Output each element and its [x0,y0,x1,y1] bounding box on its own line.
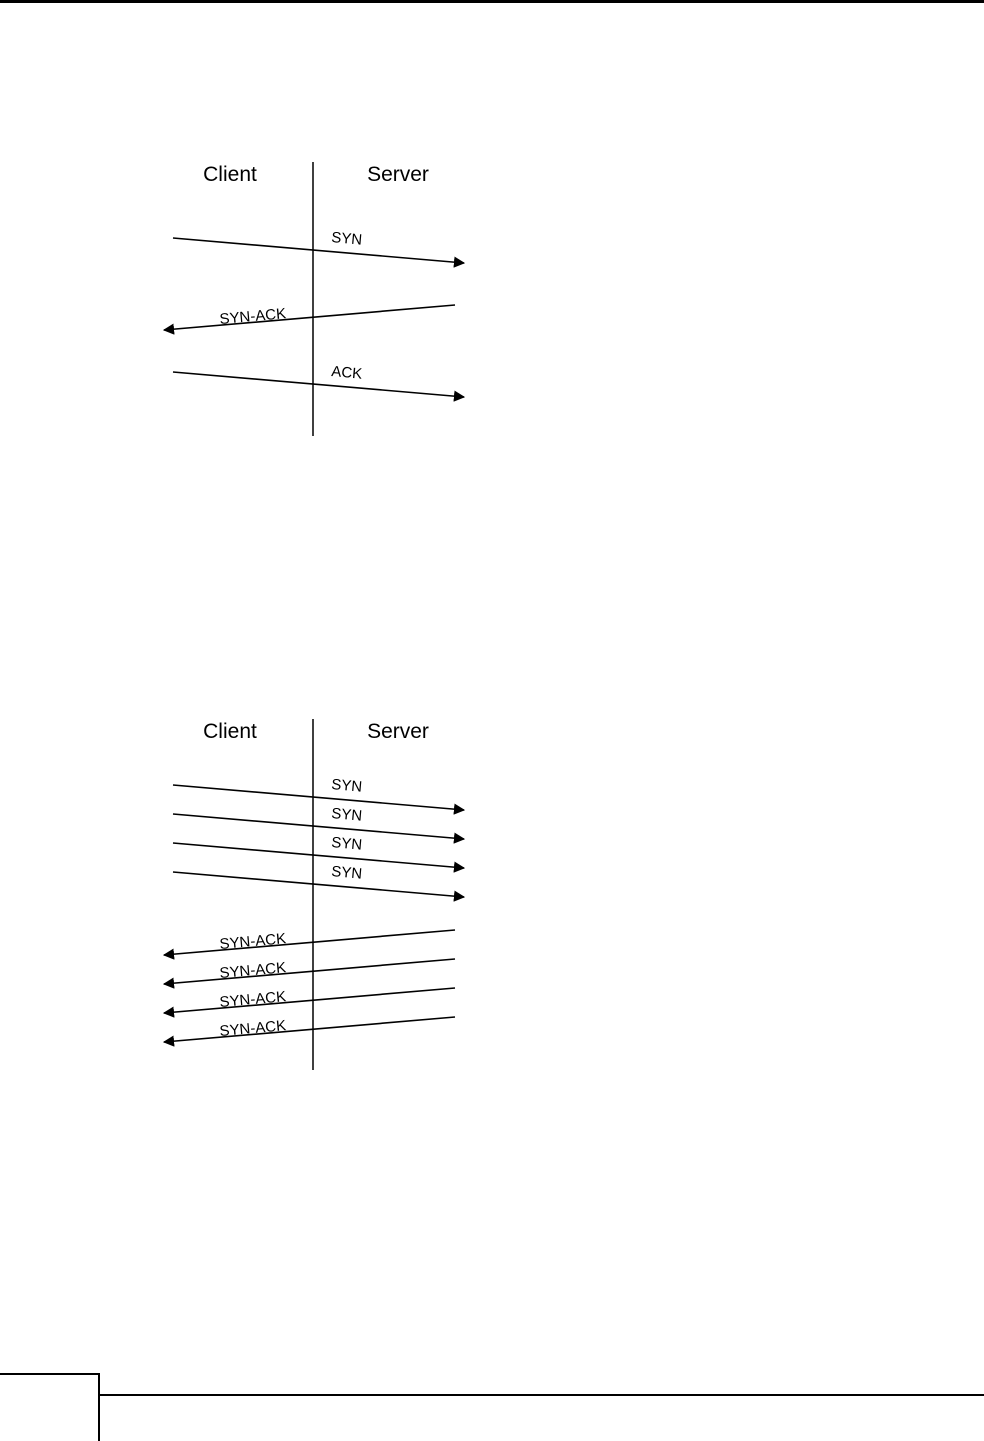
client-label: Client [203,720,257,743]
message-arrow-to-client [164,930,455,955]
message-label: SYN [330,776,363,796]
tcp-handshake-svg [150,150,480,450]
page-number-box [0,1373,100,1441]
message-arrow-to-client [164,988,455,1013]
header-rule [0,0,984,3]
message-arrow-to-client [164,1017,455,1042]
syn-flood-diagram [150,707,480,1077]
message-label: SYN-ACK [218,959,287,982]
message-arrow-to-client [164,959,455,984]
message-label: SYN-ACK [218,1017,287,1040]
message-label: SYN-ACK [218,930,287,953]
message-arrow-to-server [173,785,464,810]
message-arrow-to-server [173,238,464,263]
message-arrow-to-client [164,305,455,330]
server-label: Server [367,720,429,743]
message-arrow-to-server [173,872,464,897]
message-label: SYN [330,229,363,249]
message-label: SYN-ACK [218,988,287,1011]
tcp-handshake-diagram [150,150,480,450]
message-label: SYN [330,805,363,825]
syn-flood-svg [150,707,480,1077]
message-label: SYN [330,863,363,883]
message-arrow-to-server [173,814,464,839]
message-arrow-to-server [173,843,464,868]
message-arrow-to-server [173,372,464,397]
server-label: Server [367,163,429,186]
message-label: SYN [330,834,363,854]
footer-rule [0,1394,984,1396]
message-label: SYN-ACK [218,305,287,328]
client-label: Client [203,163,257,186]
message-label: ACK [330,363,363,383]
